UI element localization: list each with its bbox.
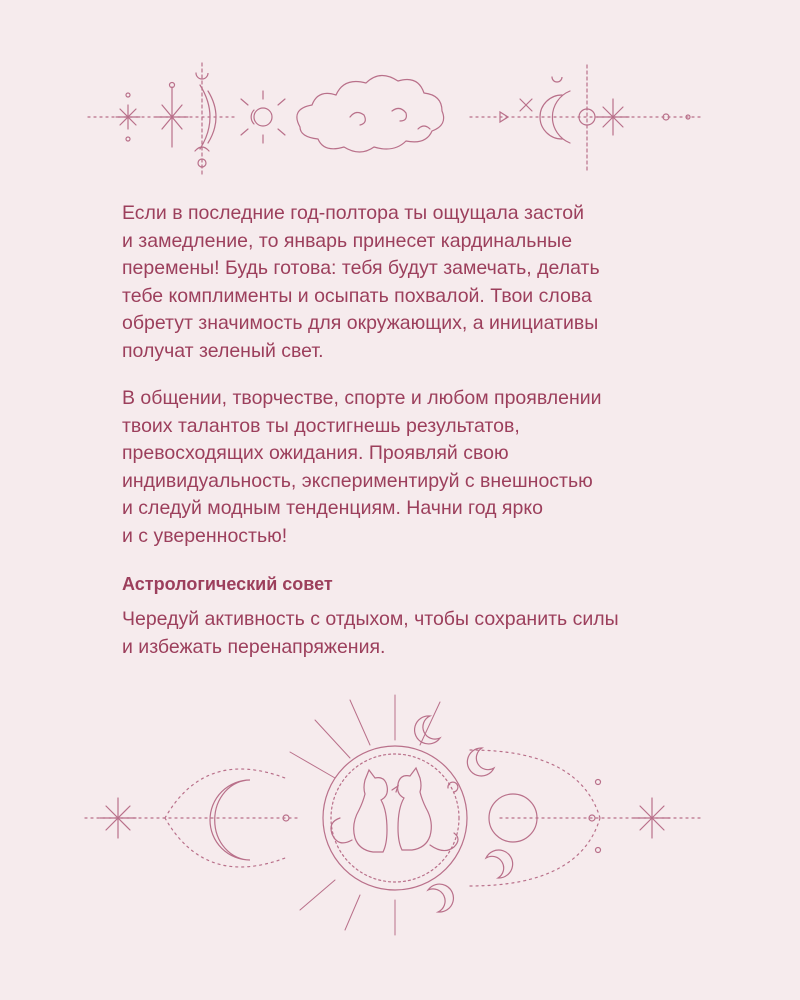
horoscope-paragraph-2: В общении, творчестве, спорте и любом проявлении твоих талантов ты достигнешь результатов, превосходящих ожидания. Проявляй свою индивидуальность, экспериментируй с внешностью и следуй модным тенденциям. Начни год ярко и с уверенностью! bbox=[122, 387, 602, 547]
cloud-sun-icon bbox=[0, 55, 800, 185]
horoscope-text-block bbox=[122, 200, 682, 661]
cats-moon-phases-icon bbox=[0, 690, 800, 940]
bottom-celestial-ornament bbox=[0, 690, 800, 940]
astrology-advice-text: Чередуй активность с отдыхом, чтобы сохранить силы и избежать перенапряжения. bbox=[122, 608, 619, 658]
horoscope-paragraph-1: Если в последние год-полтора ты ощущала застой и замедление, то январь принесет кардинальные перемены! Будь готова: тебя будут замечать, делать тебе комплименты и осыпать похвалой. Твои слова обретут значимость для окружающих, а инициативы получат зеленый свет. bbox=[122, 202, 600, 362]
top-celestial-ornament bbox=[0, 55, 800, 185]
astrology-advice-heading: Астрологический совет bbox=[122, 574, 333, 594]
